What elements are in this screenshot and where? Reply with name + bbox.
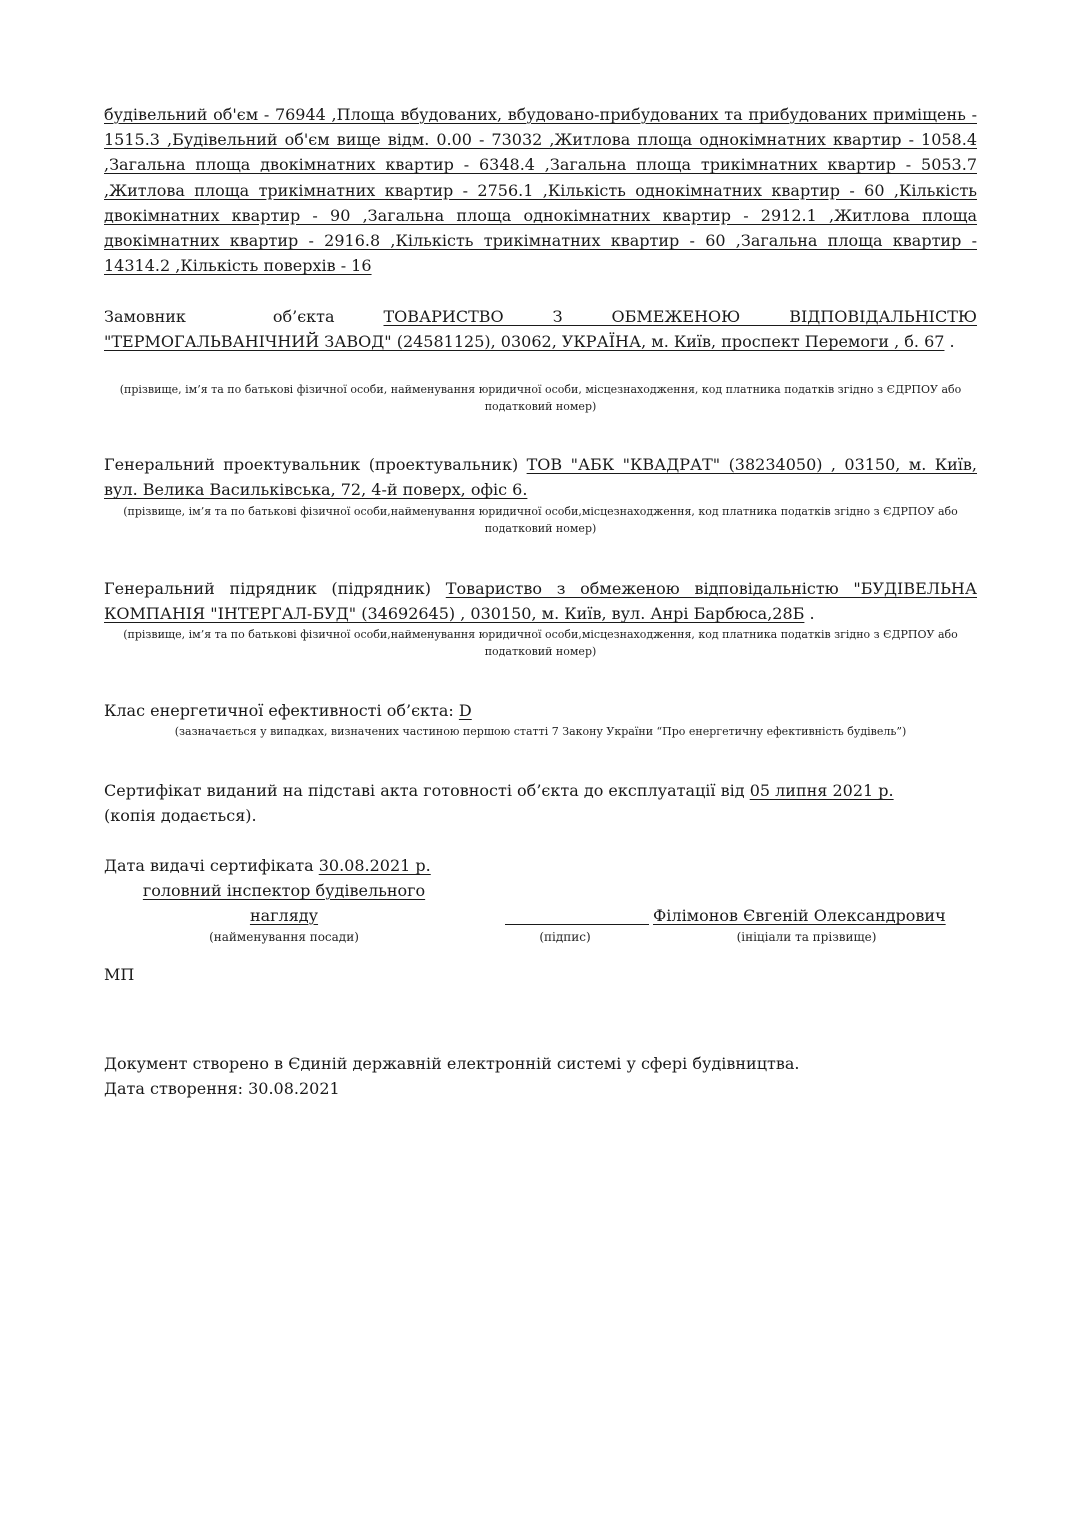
designer-label: Генеральний проектувальник (проектувальник) <box>104 455 519 474</box>
contractor-label: Генеральний підрядник (підрядник) <box>104 579 432 598</box>
position-hint: (найменування посади) <box>209 930 359 944</box>
issue-date-block <box>104 853 431 878</box>
energy-value: D <box>458 701 472 720</box>
footer-line2: Дата створення: 30.08.2021 <box>104 1079 340 1098</box>
designer-hint: (прізвище, ім’я та по батькові фізичної особи,найменування юридичної особи,місцезнаходження, код платника податків згідно з ЄДРПОУ або податковий номер) <box>123 505 958 535</box>
stamp-mark: МП <box>104 965 135 984</box>
signature-hint: (підпис) <box>539 930 591 944</box>
certificate-text: Сертифікат виданий на підставі акта готовності об’єкта до експлуатації від <box>104 781 750 800</box>
customer-value: ТОВАРИСТВО З ОБМЕЖЕНОЮ ВІДПОВІДАЛЬНІСТЮ "ТЕРМОГАЛЬВАНІЧНИЙ ЗАВОД" (24581125), 03062, УКРАЇНА, м. Київ, проспект Перемоги , б. 67 <box>104 307 977 352</box>
position-line1: головний інспектор будівельного <box>142 881 426 900</box>
energy-block <box>104 698 472 723</box>
certificate-note: (копія додається). <box>104 806 257 825</box>
contractor-value: Товариство з обмеженою відповідальністю "БУДІВЕЛЬНА КОМПАНІЯ "ІНТЕРГАЛ-БУД" (34692645) , 030150, м. Київ, вул. Анрі Барбюса,28Б <box>104 579 978 624</box>
contractor-hint: (прізвище, ім’я та по батькові фізичної особи,найменування юридичної особи,місцезнаходження, код платника податків згідно з ЄДРПОУ або податковий номер) <box>123 628 958 658</box>
building-characteristics: будівельний об'єм - 76944 ,Площа вбудованих, вбудовано-прибудованих та прибудованих приміщень - 1515.3 ,Будівельний об'єм вище відм. 0.00 - 73032 ,Житлова площа однокімнатних квартир - 1058.4 ,Загальна площа двокімнатних квартир - 6348.4 ,Загальна площа трикімнатних квартир - 5053.7 ,Житлова площа трикімнатних квартир - 2756.1 ,Кількість однокімнатних квартир - 60 ,Кількість двокімнатних квартир - 90 ,Загальна площа однокімнатних квартир - 2912.1 ,Житлова площа двокімнатних квартир - 2916.8 ,Кількість трикімнатних квартир - 60 ,Загальна площа квартир - 14314.2 ,Кількість поверхів - 16 <box>104 105 977 276</box>
energy-label: Клас енергетичної ефективності об’єкта: <box>104 701 459 720</box>
issue-date-label: Дата видачі сертифіката <box>104 856 319 875</box>
certificate-block <box>104 778 977 803</box>
customer-hint: (прізвище, ім’я та по батькові фізичної особи, найменування юридичної особи, місцезнаходження, код платника податків згідно з ЄДРПОУ або податковий номер) <box>119 383 962 413</box>
designer-block <box>104 452 977 502</box>
energy-hint: (зазначається у випадках, визначених частиною першою статті 7 Закону України “Про енергетичну ефективність будівель”) <box>174 725 907 738</box>
position-line2: нагляду <box>249 906 319 925</box>
customer-label: Замовник об’єкта <box>104 307 335 326</box>
contractor-block <box>104 576 977 626</box>
certificate-date: 05 липня 2021 р. <box>749 781 894 800</box>
footer-line1: Документ створено в Єдиній державній електронній системі у сфері будівництва. <box>104 1054 800 1073</box>
designer-value: ТОВ "АБК "КВАДРАТ" (38234050) , 03150, м. Київ, вул. Велика Васильківська, 72, 4-й поверх, офіс 6. <box>104 455 977 500</box>
inspector-name: Філімонов Євгеній Олександрович <box>653 906 946 925</box>
customer-block <box>104 304 977 354</box>
inspector-name-hint: (ініціали та прізвище) <box>736 930 877 944</box>
signature-line <box>505 924 649 925</box>
issue-date-value: 30.08.2021 р. <box>318 856 431 875</box>
customer-tail: . <box>944 332 955 352</box>
contractor-tail: . <box>804 604 815 624</box>
